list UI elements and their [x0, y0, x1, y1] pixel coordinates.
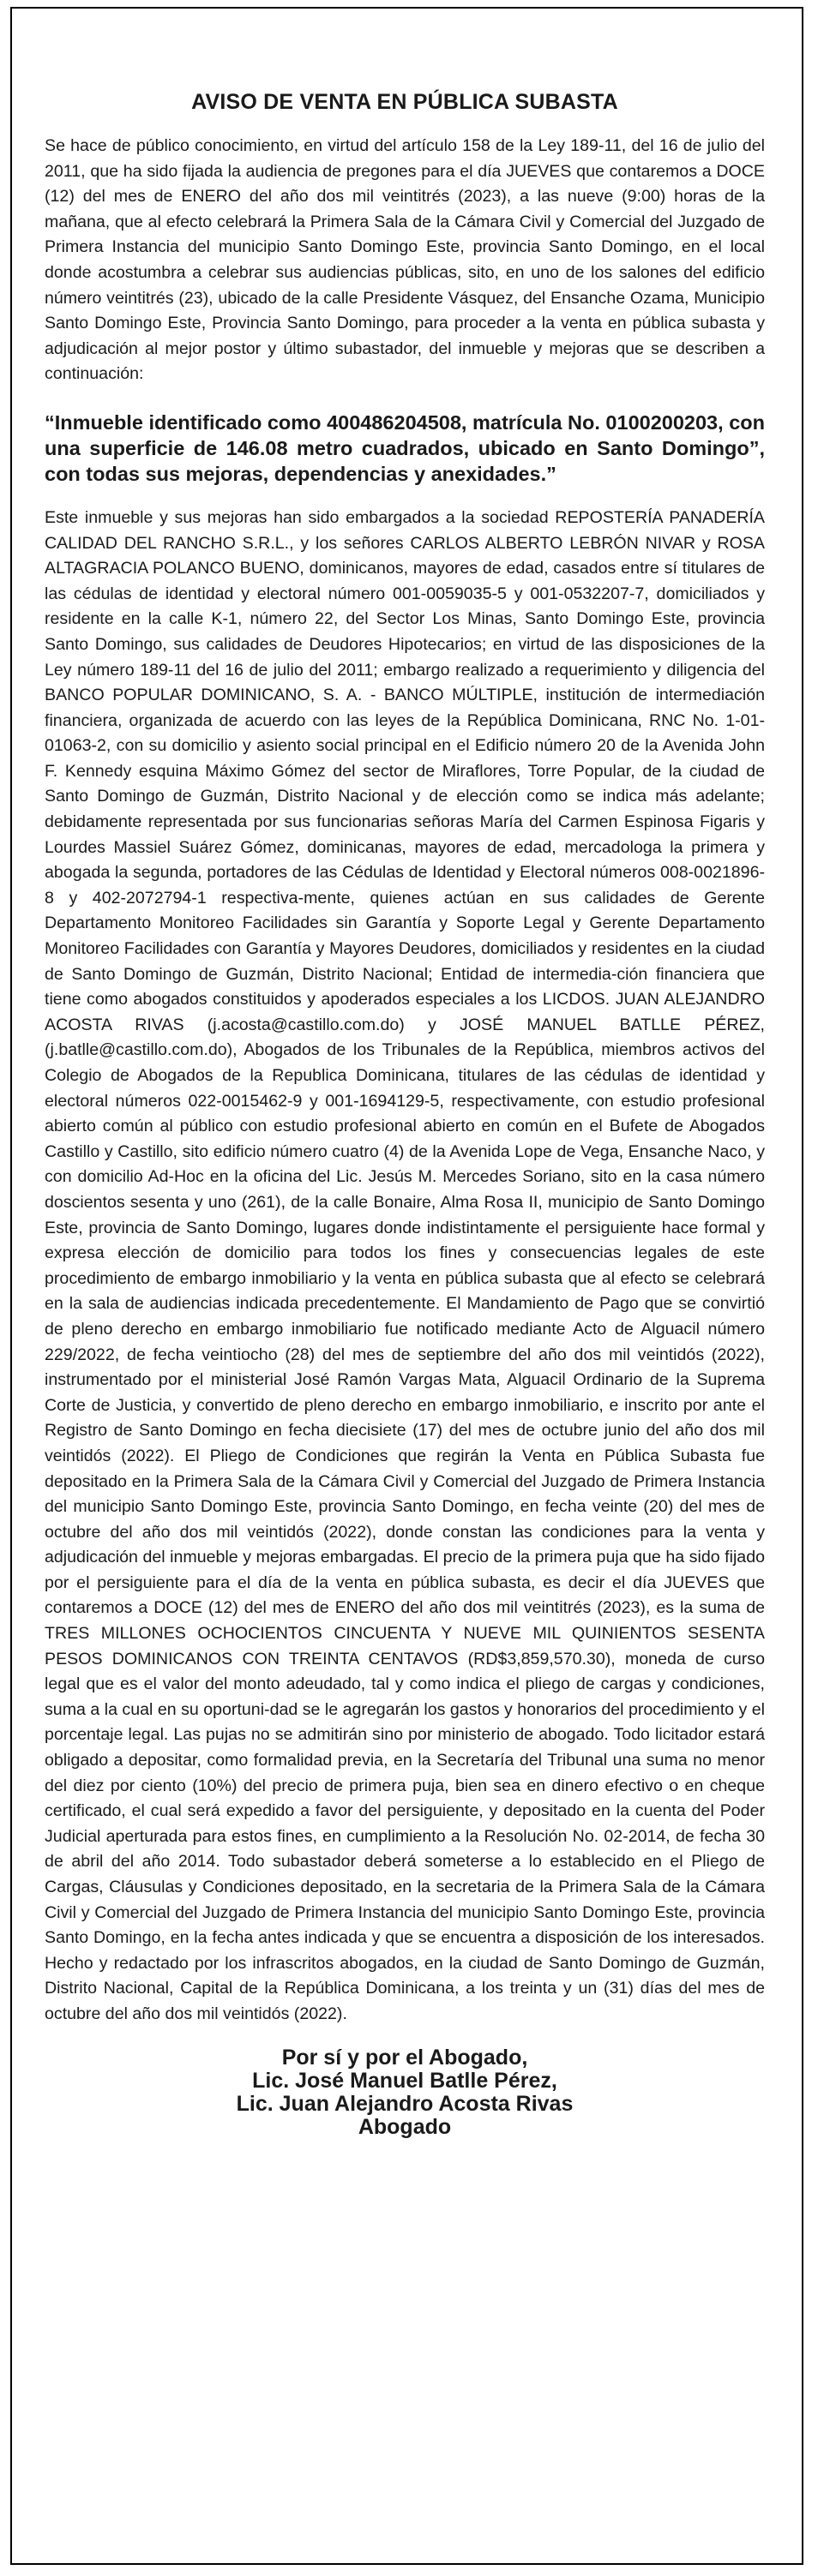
property-description: “Inmueble identificado como 400486204508, matrícula No. 0100200203, con una superficie de 146.08 metro cuadrados, ubicado en Santo Domingo”, con todas sus mejoras, dependencias y anexidades.” — [45, 410, 765, 485]
signature-line-3: Lic. Juan Alejandro Acosta Rivas — [236, 2091, 574, 2116]
signature-line-2: Lic. José Manuel Batlle Pérez, — [252, 2068, 557, 2093]
signature-line-4: Abogado — [358, 2114, 452, 2139]
signature-line-1: Por sí y por el Abogado, — [281, 2045, 528, 2070]
body-paragraph: Este inmueble y sus mejoras han sido embargados a la sociedad REPOSTERÍA PANADERÍA CALIDAD DEL RANCHO S.R.L., y los señores CARLOS ALBERTO LEBRÓN NIVAR y ROSA ALTAGRACIA POLANCO BUENO, dominicanos, mayores de edad, casados entre sí titulares de las cédulas de identidad y electoral número 001-0059035-5 y 001-0532207-7, domiciliados y residente en la calle K-1, número 22, del Sector Los Minas, Santo Domingo Este, provincia Santo Domingo, sus calidades de Deudores Hipotecarios; en virtud de las disposiciones de la Ley número 189-11 del 16 de julio del 2011; embargo realizado a requerimiento y diligencia del BANCO POPULAR DOMINICANO, S. A. - BANCO MÚLTIPLE, institución de intermediación financiera, organizada de acuerdo con las leyes de la República Dominicana, RNC No. 1-01-01063-2, con su domicilio y asiento social principal en el Edificio número 20 de la Avenida John F. Kennedy esquina Máximo Gómez del sector de Miraflores, Torre Popular, de la ciudad de Santo Domingo de Guzmán, Distrito Nacional y de elección como se indica más adelante; debidamente representada por sus funcionarias señoras María del Carmen Espinosa Figaris y Lourdes Massiel Suárez Gómez, dominicanas, mayores de edad, mercadologa la primera y abogada la segunda, portadores de las Cédulas de Identidad y Electoral números 008-0021896-8 y 402-2072794-1 respectiva-mente, quienes actúan en sus calidades de Gerente Departamento Monitoreo Facilidades sin Garantía y Soporte Legal y Gerente Departamento Monitoreo Facilidades con Garantía y Mayores Deudores, domiciliados y residentes en la ciudad de Santo Domingo de Guzmán, Distrito Nacional; Entidad de intermedia-ción financiera que tiene como abogados constituidos y apoderados especiales a los LICDOS. JUAN ALEJANDRO ACOSTA RIVAS (j.acosta@castillo.com.do) y JOSÉ MANUEL BATLLE PÉREZ, (j.batlle@castillo.com.do), Abogados de los Tribunales de la República, miembros activos del Colegio de Abogados de la Republica Dominicana, titulares de las cédulas de identidad y electoral números 022-0015462-9 y 001-1694129-5, respectivamente, con estudio profesional abierto común al público con estudio profesional abierto en común en el Bufete de Abogados Castillo y Castillo, sito edificio número cuatro (4) de la Avenida Lope de Vega, Ensanche Naco, y con domicilio Ad-Hoc en la oficina del Lic. Jesús M. Mercedes Soriano, sito en la casa número doscientos sesenta y uno (261), de la calle Bonaire, Alma Rosa II, municipio de Santo Domingo Este, provincia de Santo Domingo, lugares donde indistintamente el persiguiente hace formal y expresa elección de domicilio para todos los fines y consecuencias legales de este procedimiento de embargo inmobiliario y la venta en pública subasta que al efecto se celebrará en la sala de audiencias indicada precedentemente. El Mandamiento de Pago que se convirtió de pleno derecho en embargo inmobiliario fue notificado mediante Acto de Alguacil número 229/2022, de fecha veintiocho (28) del mes de septiembre del año dos mil veintidós (2022), instrumentado por el ministerial José Ramón Vargas Mata, Alguacil Ordinario de la Suprema Corte de Justicia, y convertido de pleno derecho en embargo inmobiliario, e inscrito por ante el Registro de Santo Domingo en fecha diecisiete (17) del mes de octubre junio del año dos mil veintidós (2022). El Pliego de Condiciones que regirán la Venta en Pública Subasta fue depositado en la Primera Sala de la Cámara Civil y Comercial del Juzgado de Primera Instancia del municipio Santo Domingo Este, provincia Santo Domingo, en fecha veinte (20) del mes de octubre del año dos mil veintidós (2022), donde constan las condiciones para la venta y adjudicación del inmueble y mejoras embargadas. El precio de la primera puja que ha sido fijado por el persiguiente para el día de la venta en pública subasta, es decir el día JUEVES que contaremos a DOCE (12) del mes de ENERO del año dos mil veintitrés (2023), es la suma de TRES MILLONES OCHOCIENTOS CINCUENTA Y NUEVE MIL QUINIENTOS SESENTA PESOS DOMINICANOS CON TREINTA CENTAVOS (RD$3,859,570.30), moneda de curso legal que es el valor del monto adeudado, tal y como indica el pliego de cargas y condiciones, suma a la cual en su oportuni-dad se le agregarán los gastos y honorarios del procedimiento y el porcentaje legal. Las pujas no se admitirán sino por ministerio de abogado. Todo licitador estará obligado a depositar, como formalidad previa, en la Secretaría del Tribunal una suma no menor del diez por ciento (10%) del precio de primera puja, bien sea en dinero efectivo o en cheque certificado, el cual será expedido a favor del persiguiente, y depositado en la cuenta del Poder Judicial aperturada para estos fines, en cumplimiento a la Resolución No. 02-2014, de fecha 30 de abril del año 2014. Todo subastador deberá someterse a lo establecido en el Pliego de Cargas, Cláusulas y Condiciones depositado, en la secretaria de la Primera Sala de la Cámara Civil y Comercial del Juzgado de Primera Instancia del municipio Santo Domingo Este, provincia Santo Domingo, en la fecha antes indicada y que se encuentra a disposición de los interesados. Hecho y redactado por los infrascritos abogados, en la ciudad de Santo Domingo de Guzmán, Distrito Nacional, Capital de la República Dominicana, a los treinta y un (31) días del mes de octubre del año dos mil veintidós (2022). — [45, 507, 765, 2023]
notice-content — [45, 51, 765, 2139]
signature-block — [45, 2046, 765, 2139]
intro-paragraph: Se hace de público conocimiento, en virtud del artículo 158 de la Ley 189-11, del 16 de julio del 2011, que ha sido fijada la audiencia de pregones para el día JUEVES que contaremos a DOCE (12) del mes de ENERO del año dos mil veintitrés (2023), a las nueve (9:00) horas de la mañana, que al efecto celebrará la Primera Sala de la Cámara Civil y Comercial del Juzgado de Primera Instancia del municipio Santo Domingo Este, provincia Santo Domingo, en el local donde acostumbra a celebrar sus audiencias públicas, sito, en uno de los salones del edificio número veintitrés (23), ubicado de la calle Presidente Vásquez, del Ensanche Ozama, Municipio Santo Domingo Este, Provincia Santo Domingo, para proceder a la venta en pública subasta y adjudicación al mejor postor y último subastador, del inmueble y mejoras que se describen a continuación: — [45, 136, 765, 384]
notice-title: AVISO DE VENTA EN PÚBLICA SUBASTA — [191, 90, 618, 114]
